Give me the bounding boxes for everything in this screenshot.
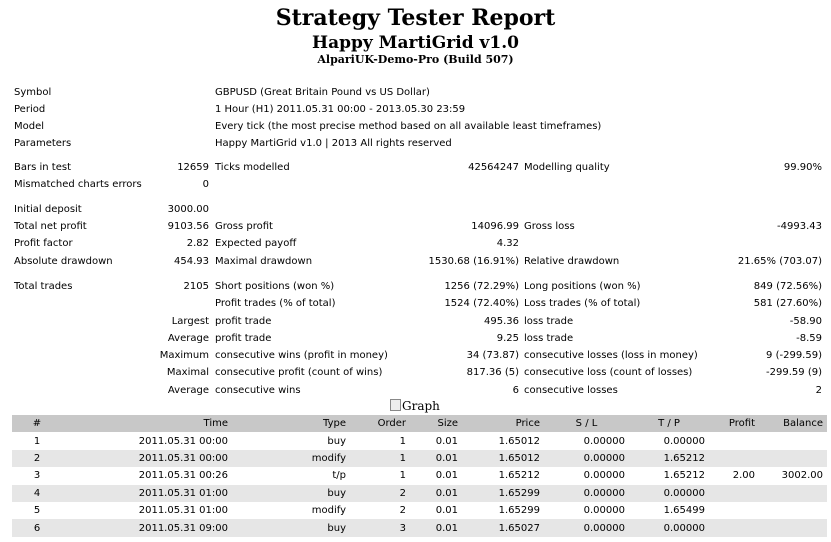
- cell-index: 3: [33, 470, 41, 482]
- cell-order: 1: [399, 470, 406, 482]
- table-row: [12, 502, 827, 519]
- absolute-drawdown-value: 454.93: [174, 256, 209, 267]
- relative-drawdown-value: 21.65% (703.07): [737, 256, 822, 267]
- cell-time: 2011.05.31 01:00: [62, 485, 232, 502]
- gross-profit-label: Gross profit: [215, 221, 273, 232]
- model-value: Every tick (the most precise method based on all available least timeframes): [215, 121, 602, 132]
- cell-sl: 0.00000: [583, 435, 625, 447]
- cell-index: 5: [33, 505, 41, 517]
- cell-type: buy: [232, 485, 350, 502]
- cell-balance: [759, 485, 827, 502]
- largest-profit-label: profit trade: [215, 316, 272, 327]
- ticks-label: Ticks modelled: [215, 162, 290, 173]
- gross-loss-value: -4993.43: [777, 221, 822, 232]
- cell-sl: 0.00000: [583, 505, 625, 517]
- quality-value: 99.90%: [783, 162, 822, 173]
- average2-label: Average: [167, 385, 209, 396]
- largest-label: Largest: [171, 316, 209, 327]
- symbol-label: Symbol: [14, 87, 52, 98]
- cell-tp: 1.65212: [629, 450, 709, 467]
- average-label: Average: [167, 333, 209, 344]
- max-consecutive-losses-value: 9 (-299.59): [766, 350, 822, 361]
- table-row: [12, 467, 827, 484]
- largest-profit-value: 495.36: [484, 316, 519, 327]
- report-title: Strategy Tester Report: [275, 5, 556, 31]
- max-consecutive-losses-label: consecutive losses (loss in money): [524, 350, 698, 361]
- cell-balance: [759, 432, 827, 449]
- cell-tp: 0.00000: [629, 519, 709, 536]
- cell-time: 2011.05.31 00:00: [62, 450, 232, 467]
- cell-size: 0.01: [435, 470, 458, 482]
- cell-order: 2: [399, 505, 406, 517]
- expected-payoff-value: 4.32: [496, 238, 519, 249]
- column-header-size: Size: [410, 415, 462, 432]
- max-consecutive-wins-value: 34 (73.87): [466, 350, 519, 361]
- cell-tp: 1.65212: [663, 470, 705, 482]
- cell-price: 1.65012: [462, 450, 544, 467]
- cell-size: 0.01: [435, 505, 458, 517]
- long-positions-value: 849 (72.56%): [753, 281, 822, 292]
- absolute-drawdown-label: Absolute drawdown: [14, 256, 113, 267]
- net-profit-value: 9103.56: [167, 221, 209, 232]
- parameters-label: Parameters: [14, 138, 72, 149]
- cell-price: 1.65027: [462, 519, 544, 536]
- cell-profit: [709, 432, 759, 449]
- cell-tp: 0.00000: [629, 485, 709, 502]
- loss-trades-value: 581 (27.60%): [753, 298, 822, 309]
- cell-profit: [709, 485, 759, 502]
- max-consecutive-wins-label: consecutive wins (profit in money): [215, 350, 388, 361]
- cell-profit: [709, 519, 759, 536]
- cell-order: 3: [350, 519, 410, 536]
- average-profit-label: profit trade: [215, 333, 272, 344]
- cell-order: 2: [350, 485, 410, 502]
- ticks-value: 42564247: [468, 162, 519, 173]
- largest-loss-value: -58.90: [789, 316, 822, 327]
- net-profit-label: Total net profit: [14, 221, 87, 232]
- profit-trades-label: Profit trades (% of total): [215, 298, 336, 309]
- cell-sl: 0.00000: [544, 450, 629, 467]
- table-row: [12, 485, 827, 502]
- relative-drawdown-label: Relative drawdown: [524, 256, 620, 267]
- average-profit-value: 9.25: [496, 333, 519, 344]
- cell-index: 4: [12, 485, 62, 502]
- cell-type: t/p: [332, 470, 346, 482]
- maximum-label: Maximum: [159, 350, 209, 361]
- cell-price: 1.65212: [498, 470, 540, 482]
- server-build: AlpariUK-Demo-Pro (Build 507): [317, 53, 514, 66]
- parameters-value: Happy MartiGrid v1.0 | 2013 All rights reserved: [215, 138, 452, 149]
- cell-profit: [709, 450, 759, 467]
- graph-image: [390, 399, 440, 413]
- period-label: Period: [14, 104, 46, 115]
- period-value: 1 Hour (H1) 2011.05.31 00:00 - 2013.05.30 23:59: [215, 104, 466, 115]
- maximal-drawdown-value: 1530.68 (16.91%): [428, 256, 519, 267]
- cell-order: 1: [399, 435, 406, 447]
- column-header-order: Order: [350, 415, 410, 432]
- column-header-tp: T / P: [629, 415, 709, 432]
- cell-profit: 2.00: [732, 470, 755, 482]
- loss-trades-label: Loss trades (% of total): [524, 298, 641, 309]
- cell-tp: 1.65499: [663, 505, 705, 517]
- deposit-value: 3000.00: [167, 204, 209, 215]
- maximal-consecutive-profit-value: 817.36 (5): [466, 367, 519, 378]
- cell-type: buy: [327, 435, 346, 447]
- cell-size: 0.01: [410, 519, 462, 536]
- gross-loss-label: Gross loss: [524, 221, 575, 232]
- cell-sl: 0.00000: [544, 485, 629, 502]
- cell-time: 2011.05.31 00:26: [138, 470, 228, 482]
- cell-size: 0.01: [410, 450, 462, 467]
- symbol-value: GBPUSD (Great Britain Pound vs US Dollar): [215, 87, 430, 98]
- maximal-drawdown-label: Maximal drawdown: [215, 256, 313, 267]
- total-trades-label: Total trades: [14, 281, 73, 292]
- avg-consecutive-wins-label: consecutive wins: [215, 385, 301, 396]
- gross-profit-value: 14096.99: [471, 221, 519, 232]
- cell-profit: [709, 502, 759, 519]
- column-header-time: Time: [62, 415, 232, 432]
- cell-size: 0.01: [410, 485, 462, 502]
- deposit-label: Initial deposit: [14, 204, 82, 215]
- trades-table: [12, 415, 827, 537]
- profit-factor-value: 2.82: [186, 238, 209, 249]
- profit-factor-label: Profit factor: [14, 238, 73, 249]
- long-positions-label: Long positions (won %): [524, 281, 641, 292]
- cell-index: 2: [12, 450, 62, 467]
- cell-index: 1: [33, 435, 41, 447]
- column-header-profit: Profit: [709, 415, 759, 432]
- cell-balance: [759, 450, 827, 467]
- mismatch-label: Mismatched charts errors: [14, 179, 142, 190]
- largest-loss-label: loss trade: [524, 316, 574, 327]
- quality-label: Modelling quality: [524, 162, 610, 173]
- avg-consecutive-losses-label: consecutive losses: [524, 385, 618, 396]
- cell-type: buy: [232, 519, 350, 536]
- cell-size: 0.01: [435, 435, 458, 447]
- column-header-index: #: [12, 415, 62, 432]
- cell-type: modify: [311, 505, 346, 517]
- table-row: [12, 432, 827, 449]
- cell-sl: 0.00000: [583, 470, 625, 482]
- cell-type: modify: [232, 450, 350, 467]
- bars-label: Bars in test: [14, 162, 71, 173]
- average-loss-label: loss trade: [524, 333, 574, 344]
- total-trades-value: 2105: [183, 281, 209, 292]
- cell-time: 2011.05.31 00:00: [138, 435, 228, 447]
- broken-image-icon: [390, 399, 401, 411]
- expert-name: Happy MartiGrid v1.0: [312, 33, 519, 53]
- cell-time: 2011.05.31 01:00: [138, 505, 228, 517]
- table-row: [12, 450, 827, 467]
- graph-alt-text: Graph: [402, 399, 440, 413]
- column-header-price: Price: [462, 415, 544, 432]
- cell-balance: 3002.00: [781, 470, 823, 482]
- cell-price: 1.65299: [462, 485, 544, 502]
- cell-index: 6: [12, 519, 62, 536]
- maximal-consecutive-loss-label: consecutive loss (count of losses): [524, 367, 693, 378]
- bars-value: 12659: [177, 162, 209, 173]
- column-header-type: Type: [232, 415, 350, 432]
- maximal-consecutive-loss-value: -299.59 (9): [766, 367, 822, 378]
- maximal-label: Maximal: [166, 367, 209, 378]
- cell-balance: [759, 519, 827, 536]
- expected-payoff-label: Expected payoff: [215, 238, 297, 249]
- cell-price: 1.65299: [498, 505, 540, 517]
- cell-tp: 0.00000: [663, 435, 705, 447]
- profit-trades-value: 1524 (72.40%): [444, 298, 519, 309]
- column-header-sl: S / L: [544, 415, 629, 432]
- short-positions-label: Short positions (won %): [215, 281, 335, 292]
- average-loss-value: -8.59: [796, 333, 822, 344]
- table-row: [12, 519, 827, 536]
- maximal-consecutive-profit-label: consecutive profit (count of wins): [215, 367, 383, 378]
- cell-balance: [759, 502, 827, 519]
- column-header-balance: Balance: [759, 415, 827, 432]
- cell-price: 1.65012: [498, 435, 540, 447]
- mismatch-value: 0: [202, 179, 209, 190]
- cell-sl: 0.00000: [544, 519, 629, 536]
- model-label: Model: [14, 121, 45, 132]
- avg-consecutive-wins-value: 6: [512, 385, 519, 396]
- table-header-row: [12, 415, 827, 432]
- cell-time: 2011.05.31 09:00: [62, 519, 232, 536]
- avg-consecutive-losses-value: 2: [815, 385, 822, 396]
- short-positions-value: 1256 (72.29%): [444, 281, 519, 292]
- cell-order: 1: [350, 450, 410, 467]
